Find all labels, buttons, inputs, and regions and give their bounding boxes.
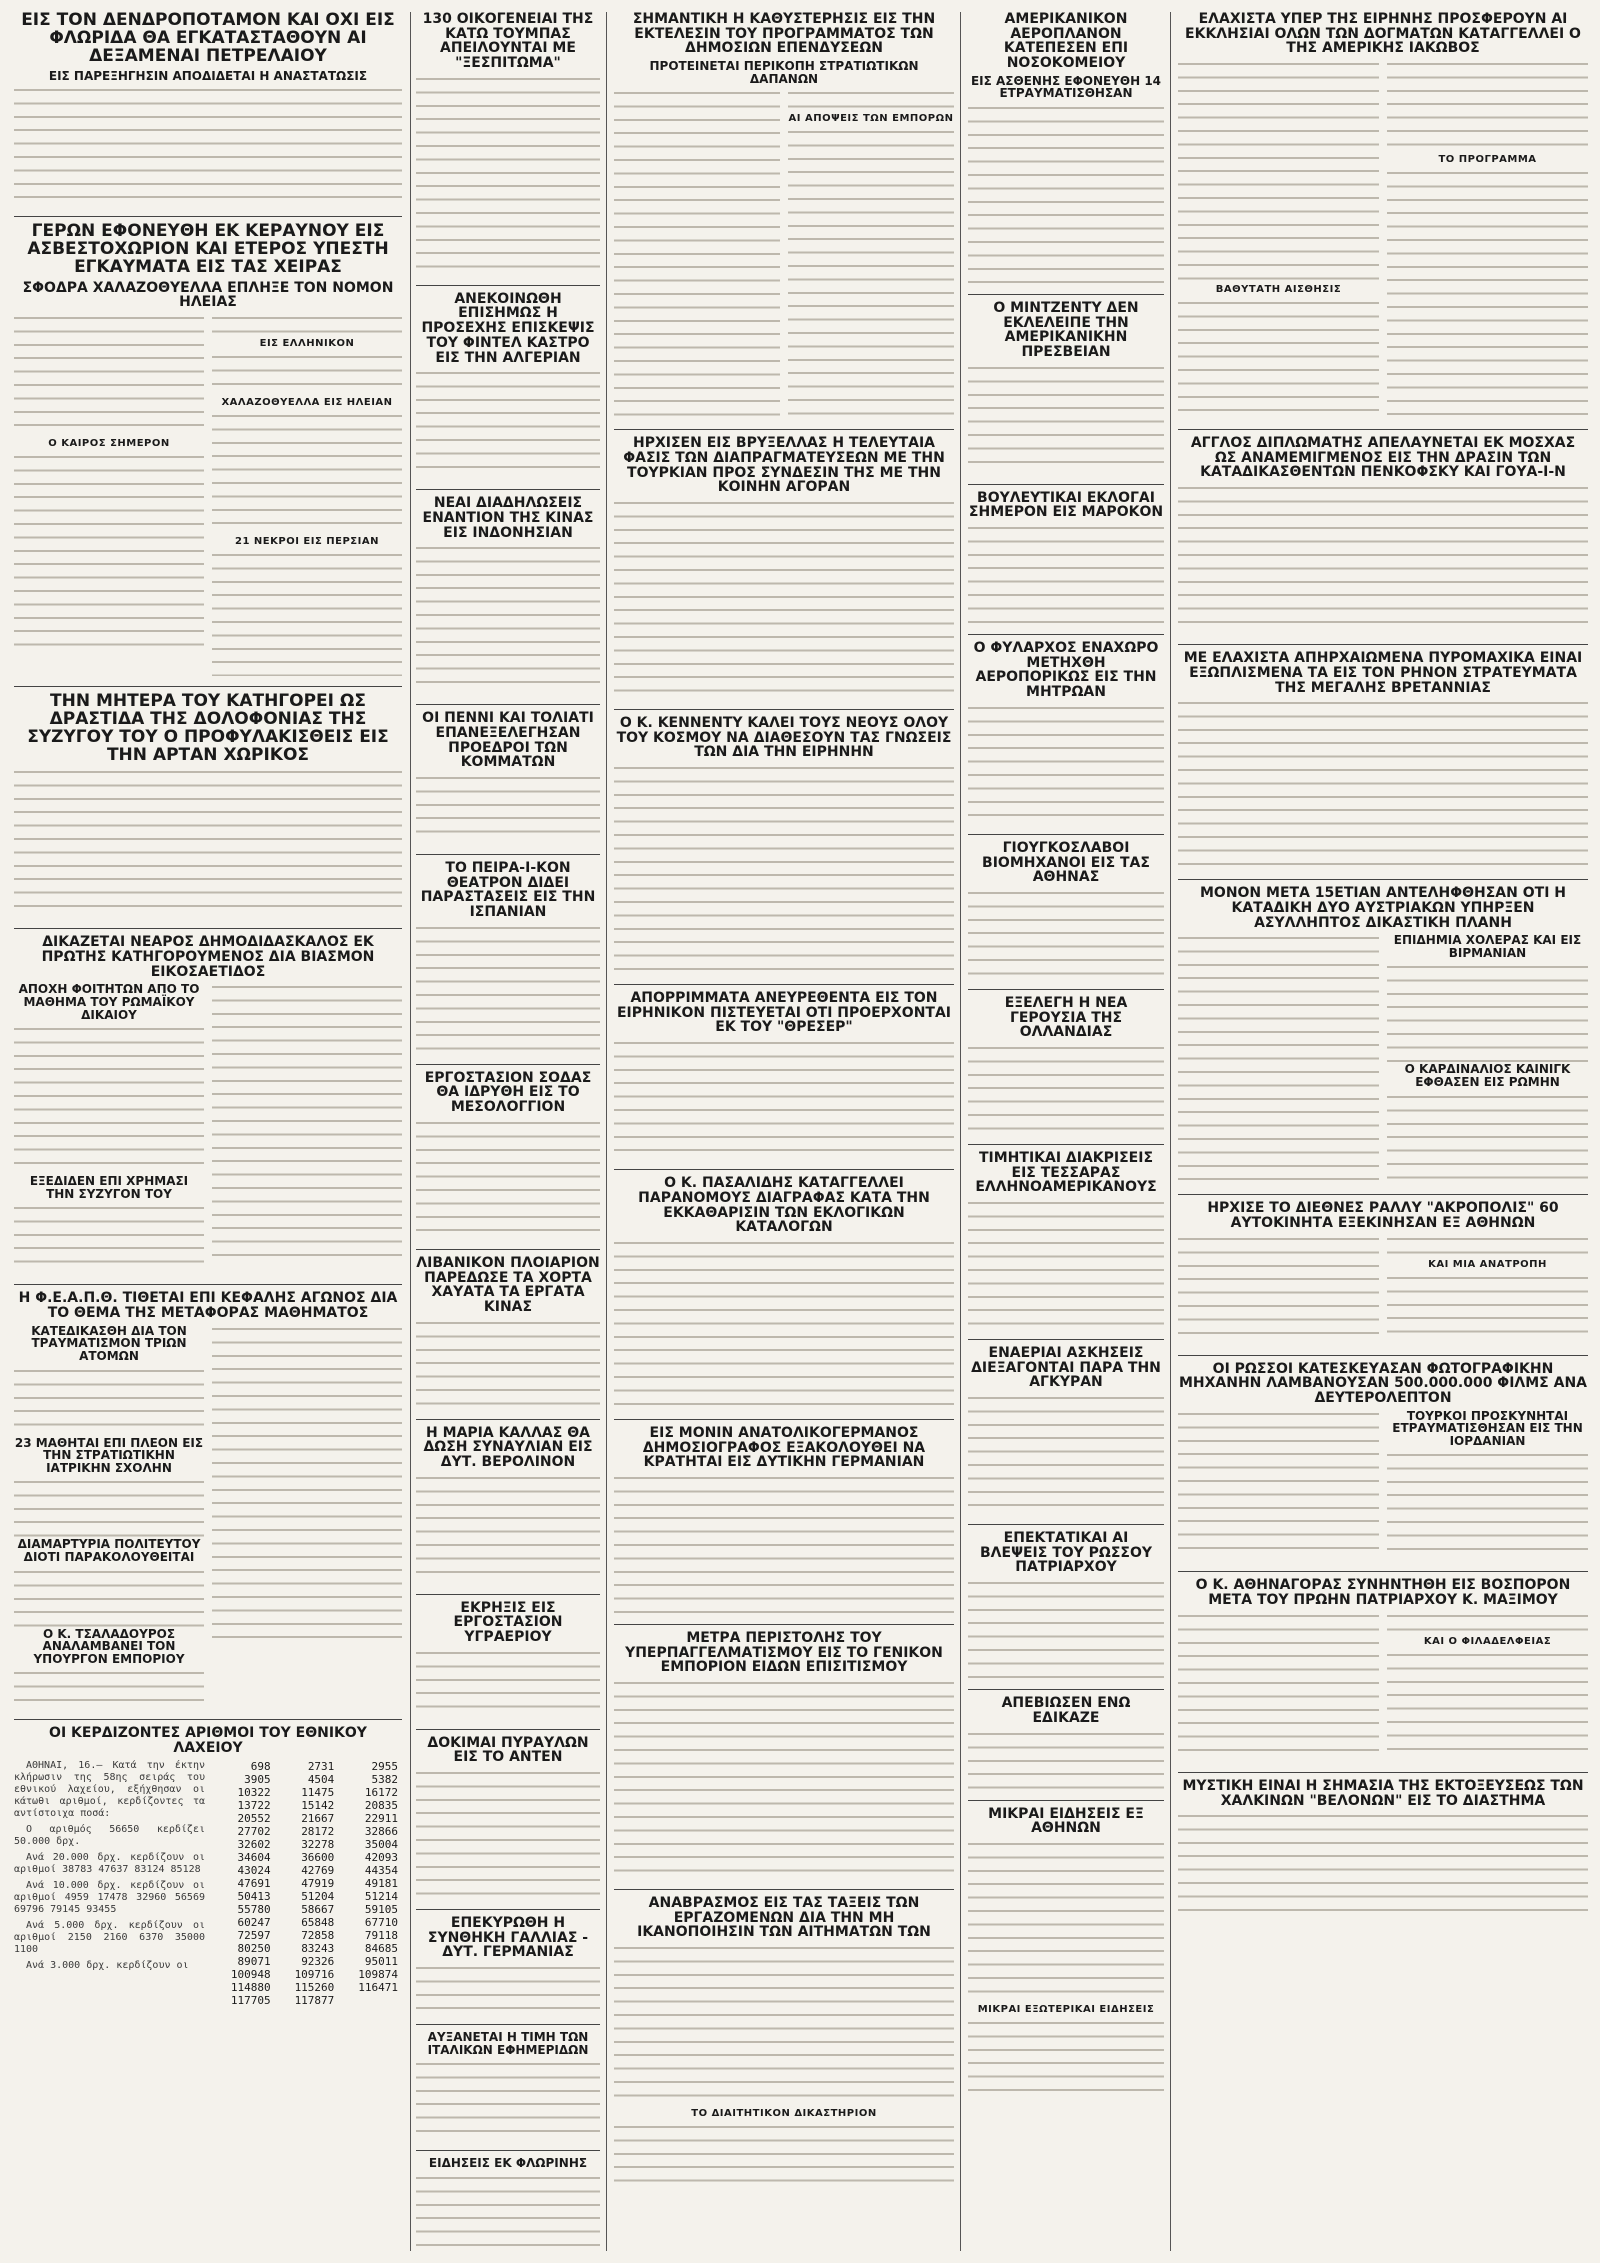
article-journalist <box>614 1426 954 1614</box>
article-italian-papers <box>416 2031 600 2140</box>
section-label: Ο ΚΑΙΡΟΣ ΣΗΜΕΡΟΝ <box>48 438 170 450</box>
headline: ΤΙΜΗΤΙΚΑΙ ΔΙΑΚΡΙΣΕΙΣ ΕΙΣ ΤΕΣΣΑΡΑΣ ΕΛΛΗΝΟΑΜΕΡΙΚΑΝΟΥΣ <box>975 1149 1157 1196</box>
subheadline: Ο ΚΑΡΔΙΝΑΛΙΟΣ ΚΑΙΝΙΓΚ ΕΦΘΑΣΕΝ ΕΙΣ ΡΩΜΗΝ <box>1404 1062 1571 1090</box>
lottery-row <box>211 1799 402 1812</box>
article-oil-tanks <box>14 12 402 206</box>
headline: ΗΡΧΙΣΕΝ ΕΙΣ ΒΡΥΞΕΛΛΑΣ Η ΤΕΛΕΥΤΑΙΑ ΦΑΣΙΣ ΤΩΝ ΔΙΑΠΡΑΓΜΑΤΕΥΣΕΩΝ ΜΕ ΤΗΝ ΤΟΥΡΚΙΑΝ ΠΡΟΣ ΣΥΝΔΕΣΙΝ ΤΗΣ ΜΕ ΤΗΝ ΚΟΙΝΗΝ ΑΓΟΡΑΝ <box>623 435 945 496</box>
section-label: ΚΑΙ ΜΙΑ ΑΝΑΤΡΟΠΗ <box>1428 1258 1547 1270</box>
headline: ΓΙΟΥΓΚΟΣΛΑΒΟΙ ΒΙΟΜΗΧΑΝΟΙ ΕΙΣ ΤΑΣ ΑΘΗΝΑΣ <box>982 839 1150 886</box>
lottery-number: 65848 <box>301 1915 335 1929</box>
lottery-number: 32866 <box>364 1824 398 1838</box>
lottery-number: 42093 <box>364 1850 398 1864</box>
headline: Ο ΦΥΛΑΡΧΟΣ ΕΝΑΧΩΡΟ ΜΕΤΗΧΘΗ ΑΕΡΟΠΟΡΙΚΩΣ ΕΙΣ ΤΗΝ ΜΗΤΡΩΑΝ <box>973 640 1159 701</box>
article-teacher-trial <box>14 935 402 1274</box>
headline: Η ΜΑΡΙΑ ΚΑΛΛΑΣ ΘΑ ΔΩΣΗ ΣΥΝΑΥΛΙΑΝ ΕΙΣ ΔΥΤ. ΒΕΡΟΛΙΝΟΝ <box>423 1424 593 1470</box>
article-air-exercises <box>968 1346 1164 1514</box>
article-patriarch <box>968 1531 1164 1679</box>
lottery-number: 16172 <box>364 1785 398 1799</box>
subheadline: ΕΙΣ ΑΣΘΕΝΗΣ ΕΦΟΝΕΥΘΗ 14 ΕΤΡΑΥΜΑΤΙΣΘΗΣΑΝ <box>970 73 1162 101</box>
section-label: ΕΙΣ ΕΛΛΗΝΙΚΟΝ <box>259 338 355 350</box>
lottery-row <box>211 1955 402 1968</box>
lottery-footer: Ανά 3.000 δρχ. κερδίζουν οι <box>26 1959 189 1971</box>
section-label: ΤΟ ΔΙΑΙΤΗΤΙΚΟΝ ΔΙΚΑΣΤΗΡΙΟΝ <box>691 2108 877 2120</box>
lottery-number: 116471 <box>358 1980 398 1994</box>
article-rhine <box>1178 651 1588 869</box>
article-honors <box>968 1151 1164 1329</box>
lottery-number: 79118 <box>364 1928 398 1942</box>
lottery-number: 35004 <box>364 1837 398 1851</box>
lottery-line: Ανά 10.000 δρχ. κερδίζουν οι αριθμοί 4959 17478 32960 56569 69796 79145 93455 <box>14 1879 205 1915</box>
section-label: 21 ΝΕΚΡΟΙ ΕΙΣ ΠΕΡΣΙΑΝ <box>235 536 379 548</box>
article-soda <box>416 1071 600 1239</box>
subheadline: ΠΡΟΤΕΙΝΕΤΑΙ ΠΕΡΙΚΟΠΗ ΣΤΡΑΤΙΩΤΙΚΩΝ ΔΑΠΑΝΩΝ <box>649 59 919 86</box>
article-castro <box>416 292 600 479</box>
lottery-number: 50413 <box>237 1889 271 1903</box>
headline: ΜΙΚΡΑΙ ΕΙΔΗΣΕΙΣ ΕΞ ΑΘΗΝΩΝ <box>988 1805 1144 1837</box>
lottery-number: 2955 <box>371 1759 398 1773</box>
lottery-number: 10322 <box>237 1785 271 1799</box>
article-lightning <box>14 223 402 676</box>
headline: ΕΛΑΧΙΣΤΑ ΥΠΕΡ ΤΗΣ ΕΙΡΗΝΗΣ ΠΡΟΣΦΕΡΟΥΝ ΑΙ ΕΚΚΛΗΣΙΑΙ ΟΛΩΝ ΤΩΝ ΔΟΓΜΑΤΩΝ ΚΑΤΑΓΓΕΛΛΕΙ Ο ΤΗΣ ΑΜΕΡΙΚΗΣ ΙΑΚΩΒΟΣ <box>1185 12 1581 57</box>
lottery-row <box>211 1825 402 1838</box>
article-treaty <box>416 1916 600 2014</box>
lottery-row <box>211 1864 402 1877</box>
lottery-number: 20835 <box>364 1798 398 1812</box>
headline: ΤΟ ΠΕΙΡΑ-Ι-ΚΟΝ ΘΕΑΤΡΟΝ ΔΙΔΕΙ ΠΑΡΑΣΤΑΣΕΙΣ ΕΙΣ ΤΗΝ ΙΣΠΑΝΙΑΝ <box>420 860 596 921</box>
lottery-number: 92326 <box>301 1954 335 1968</box>
headline: ΝΕΑΙ ΔΙΑΔΗΛΩΣΕΙΣ ΕΝΑΝΤΙΟΝ ΤΗΣ ΚΙΝΑΣ ΕΙΣ ΙΝΔΟΝΗΣΙΑΝ <box>422 495 594 541</box>
article-trade-measures <box>614 1631 954 1879</box>
headline: ΕΞΕΛΕΓΗ Η ΝΕΑ ΓΕΡΟΥΣΙΑ ΤΗΣ ΟΛΛΑΝΔΙΑΣ <box>1004 994 1128 1041</box>
lottery-row <box>211 1851 402 1864</box>
article-turkey-ec <box>614 436 954 699</box>
lottery-number: 83243 <box>301 1941 335 1955</box>
column-rule <box>606 12 607 2251</box>
lottery-number: 21667 <box>301 1811 335 1825</box>
article-callas <box>416 1426 600 1584</box>
article-soviet-camera <box>1178 1362 1588 1562</box>
headline: ΕΙΣ ΤΟΝ ΔΕΝΔΡΟΠΟΤΑΜΟΝ ΚΑΙ ΟΧΙ ΕΙΣ ΦΛΩΡΙΔΑ ΘΑ ΕΓΚΑΤΑΣΤΑΘΟΥΝ ΑΙ ΔΕΞΑΜΕΝΑΙ ΠΕΤΡΕΛΑΙΟΥ <box>21 12 395 66</box>
lottery-number: 42769 <box>301 1863 335 1877</box>
lottery-line: Ανά 5.000 δρχ. κερδίζουν οι αριθμοί 2150 2160 6370 35000 1100 <box>14 1919 205 1955</box>
article-nenni <box>416 711 600 844</box>
article-thresher <box>614 991 954 1159</box>
article-mindszenty <box>968 301 1164 474</box>
lottery-row <box>211 1760 402 1773</box>
section-label: ΒΑΘΥΤΑΤΗ ΑΙΣΘΗΣΙΣ <box>1215 284 1342 296</box>
column-rule <box>960 12 961 2251</box>
headline: ΒΟΥΛΕΥΤΙΚΑΙ ΕΚΛΟΓΑΙ ΣΗΜΕΡΟΝ ΕΙΣ ΜΑΡΟΚΟΝ <box>968 489 1164 521</box>
lottery-number: 15142 <box>301 1798 335 1812</box>
lottery-number: 34604 <box>237 1850 271 1864</box>
lottery-number: 55780 <box>237 1902 271 1916</box>
article-theatre <box>416 861 600 1054</box>
subheadline: ΕΙΣ ΠΑΡΕΞΗΓΗΣΙΝ ΑΠΟΔΙΔΕΤΑΙ Η ΑΝΑΣΤΑΤΩΣΙΣ <box>48 68 368 83</box>
article-toumpa <box>416 12 600 275</box>
headline: ΛΙΒΑΝΙΚΟΝ ΠΛΟΙΑΡΙΟΝ ΠΑΡΕΔΩΣΕ ΤΑ ΧΟΡΤΑ ΧΑΥΑΤΑ ΤΑ ΕΡΓΑΤΑ ΚΙΝΑΣ <box>416 1254 600 1315</box>
headline: ΕΙΔΗΣΕΙΣ ΕΚ ΦΛΩΡΙΝΗΣ <box>428 2156 588 2171</box>
headline: Η Φ.Ε.Α.Π.Θ. ΤΙΘΕΤΑΙ ΕΠΙ ΚΕΦΑΛΗΣ ΑΓΩΝΟΣ ΔΙΑ ΤΟ ΘΕΜΑ ΤΗΣ ΜΕΤΑΦΟΡΑΣ ΜΑΘΗΜΑΤΟΣ <box>18 1290 398 1322</box>
lottery-row <box>211 1903 402 1916</box>
lottery-number: 5382 <box>371 1772 398 1786</box>
headline: ΕΠΕΚΤΑΤΙΚΑΙ ΑΙ ΒΛΕΨΕΙΣ ΤΟΥ ΡΩΣΣΟΥ ΠΑΤΡΙΑΡΧΟΥ <box>980 1530 1152 1576</box>
headline: ΓΕΡΩΝ ΕΦΟΝΕΥΘΗ ΕΚ ΚΕΡΑΥΝΟΥ ΕΙΣ ΑΣΒΕΣΤΟΧΩΡΙΟΝ ΚΑΙ ΕΤΕΡΟΣ ΥΠΕΣΤΗ ΕΓΚΑΥΜΑΤΑ ΕΙΣ ΤΑΣ ΧΕΙΡΑΣ <box>27 221 389 277</box>
headline: ΕΙΣ ΜΟΝΙΝ ΑΝΑΤΟΛΙΚΟΓΕΡΜΑΝΟΣ ΔΗΜΟΣΙΟΓΡΑΦΟΣ ΕΞΑΚΟΛΟΥΘΕΙ ΝΑ ΚΡΑΤΗΤΑΙ ΕΙΣ ΔΥΤΙΚΗΝ ΓΕΡΜΑΝΙΑΝ <box>642 1424 926 1471</box>
headline: ΑΝΑΒΡΑΣΜΟΣ ΕΙΣ ΤΑΣ ΤΑΞΕΙΣ ΤΩΝ ΕΡΓΑΖΟΜΕΝΩΝ ΔΙΑ ΤΗΝ ΜΗ ΙΚΑΝΟΠΟΙΗΣΙΝ ΤΩΝ ΑΙΤΗΜΑΤΩΝ ΤΩΝ <box>637 1895 931 1941</box>
lottery-number: 32278 <box>301 1837 335 1851</box>
article-morocco <box>968 491 1164 624</box>
lottery-number: 43024 <box>237 1863 271 1877</box>
column-rule <box>1170 12 1171 2251</box>
lottery-number <box>338 1994 402 2007</box>
column-3 <box>614 12 954 2251</box>
lottery-intro: ΑΘΗΝΑΙ, 16.— Κατά την έκτην κλήρωσιν της 58ης σειράς του εθνικού λαχείου, εξήχθησαν οι κάτωθι αριθμοί, κερδίζοντες τα αντίστοιχα ποσά: <box>14 1759 205 1819</box>
headline: ΑΠΟΡΡΙΜΜΑΤΑ ΑΝΕΥΡΕΘΕΝΤΑ ΕΙΣ ΤΟΝ ΕΙΡΗΝΙΚΟΝ ΠΙΣΤΕΥΕΤΑΙ ΟΤΙ ΠΡΟΕΡΧΟΝΤΑΙ ΕΚ ΤΟΥ "ΘΡΕΣΕΡ" <box>616 990 952 1036</box>
headline: ΜΕΤΡΑ ΠΕΡΙΣΤΟΛΗΣ ΤΟΥ ΥΠΕΡΠΑΓΓΕΛΜΑΤΙΣΜΟΥ ΕΙΣ ΤΟ ΓΕΝΙΚΟΝ ΕΜΠΟΡΙΟΝ ΕΙΔΩΝ ΕΠΙΣΙΤΙΣΜΟΥ <box>625 1629 943 1676</box>
lottery-number: 109874 <box>358 1967 398 1981</box>
section-label: ΚΑΙ Ο ΦΙΛΑΔΕΛΦΕΙΑΣ <box>1423 1635 1552 1647</box>
article-lebanese-ship <box>416 1256 600 1409</box>
subheadline: ΑΠΟΧΗ ΦΟΙΤΗΤΩΝ ΑΠΟ ΤΟ ΜΑΘΗΜΑ ΤΟΥ ΡΩΜΑΪΚΟΥ ΔΙΚΑΙΟΥ <box>18 982 200 1022</box>
lottery-number: 49181 <box>364 1876 398 1890</box>
headline: ΕΝΑΕΡΙΑΙ ΑΣΚΗΣΕΙΣ ΔΙΕΞΑΓΟΝΤΑΙ ΠΑΡΑ ΤΗΝ ΑΓΚΥΡΑΝ <box>971 1345 1161 1391</box>
headline: ΑΠΕΒΙΩΣΕΝ ΕΝΩ ΕΔΙΚΑΖΕ <box>1001 1695 1131 1726</box>
headline: ΟΙ ΚΕΡΔΙΖΟΝΤΕΣ ΑΡΙΘΜΟΙ ΤΟΥ ΕΘΝΙΚΟΥ ΛΑΧΕΙΟΥ <box>49 1725 367 1757</box>
lottery-number: 28172 <box>301 1824 335 1838</box>
lottery-number: 4504 <box>307 1772 335 1786</box>
article-austrians <box>1178 886 1588 1184</box>
subheadline: ΚΑΤΕΔΙΚΑΣΘΗ ΔΙΑ ΤΟΝ ΤΡΑΥΜΑΤΙΣΜΟΝ ΤΡΙΩΝ ΑΤΟΜΩΝ <box>31 1323 187 1363</box>
column-rule <box>410 12 411 2251</box>
article-dutch-senate <box>968 996 1164 1134</box>
article-pasalidis <box>614 1176 954 1409</box>
lottery-number: 2731 <box>307 1759 335 1773</box>
lottery-number: 109716 <box>294 1967 335 1981</box>
lottery-number: 13722 <box>237 1798 271 1812</box>
lottery-number: 11475 <box>301 1785 335 1799</box>
lottery-number: 22911 <box>364 1811 398 1825</box>
article-short-news <box>968 1807 1164 2099</box>
headline: ΣΗΜΑΝΤΙΚΗ Η ΚΑΘΥΣΤΕΡΗΣΙΣ ΕΙΣ ΤΗΝ ΕΚΤΕΛΕΣΙΝ ΤΟΥ ΠΡΟΓΡΑΜΜΑΤΟΣ ΤΩΝ ΔΗΜΟΣΙΩΝ ΕΠΕΝΔΥΣΕΩΝ <box>632 12 936 57</box>
subheadline: ΕΞΕΔΙΔΕΝ ΕΠΙ ΧΡΗΜΑΣΙ ΤΗΝ ΣΥΖΥΓΟΝ ΤΟΥ <box>29 1174 189 1201</box>
headline: ΤΗΝ ΜΗΤΕΡΑ ΤΟΥ ΚΑΤΗΓΟΡΕΙ ΩΣ ΔΡΑΣΤΙΔΑ ΤΗΣ ΔΟΛΟΦΟΝΙΑΣ ΤΗΣ ΣΥΖΥΓΟΥ ΤΟΥ Ο ΠΡΟΦΥΛΑΚΙΣΘΕΙΣ ΕΙΣ ΤΗΝ ΑΡΤΑΝ ΧΩΡΙΚΟΣ <box>27 691 389 765</box>
lottery-row <box>211 1838 402 1851</box>
article-plane-hospital <box>968 12 1164 284</box>
subheadline: ΣΦΟΔΡΑ ΧΑΛΑΖΟΘΥΕΛΛΑ ΕΠΛΗΞΕ ΤΟΝ ΝΟΜΟΝ ΗΛΕΙΑΣ <box>22 279 394 311</box>
headline: Ο Κ. ΠΑΣΑΛΙΔΗΣ ΚΑΤΑΓΓΕΛΛΕΙ ΠΑΡΑΝΟΜΟΥΣ ΔΙΑΓΡΑΦΑΣ ΚΑΤΑ ΤΗΝ ΕΚΚΑΘΑΡΙΣΙΝ ΤΩΝ ΕΚΛΟΓΙΚΩΝ ΚΑΤΑΛΟΓΩΝ <box>638 1175 930 1236</box>
section-label: ΤΟ ΠΡΟΓΡΑΜΜΑ <box>1438 154 1537 166</box>
headline: ΕΠΕΚΥΡΩΘΗ Η ΣΥΝΘΗΚΗ ΓΑΛΛΙΑΣ - ΔΥΤ. ΓΕΡΜΑΝΙΑΣ <box>427 1915 589 1961</box>
headline: ΟΙ ΡΩΣΣΟΙ ΚΑΤΕΣΚΕΥΑΣΑΝ ΦΩΤΟΓΡΑΦΙΚΗΝ ΜΗΧΑΝΗΝ ΛΑΜΒΑΝΟΥΣΑΝ 500.000.000 ΦΙΛΜΣ ΑΝΑ ΔΕΥΤΕΡΟΛΕΠΤΟΝ <box>1178 1360 1588 1406</box>
section-label: ΑΙ ΑΠΟΨΕΙΣ ΤΩΝ ΕΜΠΟΡΩΝ <box>788 113 954 125</box>
lottery-number: 72597 <box>237 1928 271 1942</box>
article-lottery <box>14 1726 402 2006</box>
article-diplomat <box>1178 436 1588 634</box>
article-needles <box>1178 1779 1588 1912</box>
lottery-number: 20552 <box>237 1811 271 1825</box>
article-workers <box>614 1896 954 2193</box>
lottery-numbers-table <box>211 1760 402 2007</box>
lottery-row <box>211 1877 402 1890</box>
headline: ΟΙ ΠΕΝΝΙ ΚΑΙ ΤΟΛΙΑΤΙ ΕΠΑΝΕΞΕΛΕΓΗΣΑΝ ΠΡΟΕΔΡΟΙ ΤΩΝ ΚΟΜΜΑΤΩΝ <box>422 710 594 771</box>
headline: ΔΙΚΑΖΕΤΑΙ ΝΕΑΡΟΣ ΔΗΜΟΔΙΔΑΣΚΑΛΟΣ ΕΚ ΠΡΩΤΗΣ ΚΑΤΗΓΟΡΟΥΜΕΝΟΣ ΔΙΑ ΒΙΑΣΜΟΝ ΕΙΚΟΣΑΕΤΙΔΟΣ <box>41 934 375 980</box>
lottery-number: 59105 <box>364 1902 398 1916</box>
lottery-number: 47691 <box>237 1876 271 1890</box>
headline: ΔΟΚΙΜΑΙ ΠΥΡΑΥΛΩΝ ΕΙΣ ΤΟ ΑΝΤΕΝ <box>427 1734 589 1766</box>
lottery-row <box>211 1929 402 1942</box>
lottery-number: 3905 <box>244 1772 271 1786</box>
lottery-row <box>211 1916 402 1929</box>
article-chieftain <box>968 641 1164 824</box>
lottery-row <box>211 1981 402 1994</box>
lottery-number: 47919 <box>301 1876 335 1890</box>
headline: ΜΟΝΟΝ ΜΕΤΑ 15ΕΤΙΑΝ ΑΝΤΕΛΗΦΘΗΣΑΝ ΟΤΙ Η ΚΑΤΑΔΙΚΗ ΔΥΟ ΑΥΣΤΡΙΑΚΩΝ ΥΠΗΡΞΕΝ ΑΣΥΛΛΗΠΤΟΣ ΔΙΚΑΣΤΙΚΗ ΠΛΑΝΗ <box>1199 885 1566 931</box>
lottery-number: 117877 <box>294 1993 335 2007</box>
headline: ΑΥΞΑΝΕΤΑΙ Η ΤΙΜΗ ΤΩΝ ΙΤΑΛΙΚΩΝ ΕΦΗΜΕΡΙΔΩΝ <box>427 2030 589 2057</box>
lottery-number: 44354 <box>364 1863 398 1877</box>
article-investments <box>614 12 954 419</box>
headline: ΑΜΕΡΙΚΑΝΙΚΟΝ ΑΕΡΟΠΛΑΝΟΝ ΚΑΤΕΠΕΣΕΝ ΕΠΙ ΝΟΣΟΚΟΜΕΙΟΥ <box>1003 12 1129 72</box>
headline: Ο ΜΙΝΤΖΕΝΤΥ ΔΕΝ ΕΚΛΕΛΕΙΠΕ ΤΗΝ ΑΜΕΡΙΚΑΝΙΚΗΝ ΠΡΕΣΒΕΙΑΝ <box>993 299 1139 360</box>
article-rockets <box>416 1736 600 1899</box>
lottery-row <box>211 1890 402 1903</box>
lottery-number: 114880 <box>230 1980 271 1994</box>
lottery-number: 80250 <box>237 1941 271 1955</box>
headline: Ο Κ. ΑΘΗΝΑΓΟΡΑΣ ΣΥΝΗΝΤΗΘΗ ΕΙΣ ΒΟΣΠΟΡΟΝ ΜΕΤΑ ΤΟΥ ΠΡΩΗΝ ΠΑΤΡΙΑΡΧΟΥ Κ. ΜΑΞΙΜΟΥ <box>1195 1577 1571 1609</box>
text-block <box>14 86 402 206</box>
subheadline: ΕΠΙΔΗΜΙΑ ΧΟΛΕΡΑΣ ΚΑΙ ΕΙΣ ΒΙΡΜΑΝΙΑΝ <box>1393 933 1582 960</box>
article-florina <box>416 2157 600 2251</box>
lottery-number: 51204 <box>301 1889 335 1903</box>
lottery-row <box>211 1773 402 1786</box>
article-indonesia <box>416 496 600 694</box>
lottery-number: 36600 <box>301 1850 335 1864</box>
lottery-number: 698 <box>250 1759 271 1773</box>
headline: Ο Κ. ΚΕΝΝΕΝΤΥ ΚΑΛΕΙ ΤΟΥΣ ΝΕΟΥΣ ΟΛΟΥ ΤΟΥ ΚΟΣΜΟΥ ΝΑ ΔΙΑΘΕΣΟΥΝ ΤΑΣ ΓΝΩΣΕΙΣ ΤΩΝ ΔΙΑ ΤΗΝ ΕΙΡΗΝΗΝ <box>616 715 952 761</box>
lottery-row <box>211 1786 402 1799</box>
headline: 130 ΟΙΚΟΓΕΝΕΙΑΙ ΤΗΣ ΚΑΤΩ ΤΟΥΜΠΑΣ ΑΠΕΙΛΟΥΝΤΑΙ ΜΕ "ΞΕΣΠΙΤΩΜΑ" <box>422 12 594 72</box>
subheadline: Ο Κ. ΤΣΑΛΑΔΟΥΡΟΣ ΑΝΑΛΑΜΒΑΝΕΙ ΤΟΝ ΥΠΟΥΡΓΟΝ ΕΜΠΟΡΙΟΥ <box>33 1626 185 1666</box>
headline: ΕΡΓΟΣΤΑΣΙΟΝ ΣΟΔΑΣ ΘΑ ΙΔΡΥΘΗ ΕΙΣ ΤΟ ΜΕΣΟΛΟΓΓΙΟΝ <box>424 1069 592 1116</box>
subheadline: ΤΟΥΡΚΟΙ ΠΡΟΣΚΥΝΗΤΑΙ ΕΤΡΑΥΜΑΤΙΣΘΗΣΑΝ ΕΙΣ ΤΗΝ ΙΟΡΔΑΝΙΑΝ <box>1392 1408 1583 1448</box>
lottery-number: 89071 <box>237 1954 271 1968</box>
article-feapth <box>14 1291 402 1709</box>
subheadline: 23 ΜΑΘΗΤΑΙ ΕΠΙ ΠΛΕΟΝ ΕΙΣ ΤΗΝ ΣΤΡΑΤΙΩΤΙΚΗΝ ΙΑΤΡΙΚΗΝ ΣΧΟΛΗΝ <box>14 1435 204 1475</box>
article-rally <box>1178 1201 1588 1344</box>
lottery-number: 95011 <box>364 1954 398 1968</box>
lottery-row <box>211 1812 402 1825</box>
column-4 <box>968 12 1164 2251</box>
lottery-number: 72858 <box>301 1928 335 1942</box>
article-iakovos <box>1178 12 1588 419</box>
lottery-line: Ο αριθμός 56650 κερδίζει 50.000 δρχ. <box>14 1823 205 1847</box>
lottery-number: 58667 <box>301 1902 335 1916</box>
lottery-number: 51214 <box>364 1889 398 1903</box>
article-mother-accused <box>14 693 402 918</box>
headline: ΕΚΡΗΞΙΣ ΕΙΣ ΕΡΓΟΣΤΑΣΙΟΝ ΥΓΡΑΕΡΙΟΥ <box>453 1599 563 1645</box>
lottery-number: 115260 <box>294 1980 335 1994</box>
lottery-number: 27702 <box>237 1824 271 1838</box>
headline: ΜΕ ΕΛΑΧΙΣΤΑ ΑΠΗΡΧΑΙΩΜΕΝΑ ΠΥΡΟΜΑΧΙΚΑ ΕΙΝΑΙ ΕΞΩΠΛΙΣΜΕΝΑ ΤΑ ΕΙΣ ΤΟΝ ΡΗΝΟΝ ΣΤΡΑΤΕΥΜΑΤΑ ΤΗΣ ΜΕΓΑΛΗΣ ΒΡΕΤΑΝΝΙΑΣ <box>1183 650 1583 696</box>
column-2 <box>416 12 600 2251</box>
lottery-number: 60247 <box>237 1915 271 1929</box>
headline: ΜΥΣΤΙΚΗ ΕΙΝΑΙ Η ΣΗΜΑΣΙΑ ΤΗΣ ΕΚΤΟΞΕΥΣΕΩΣ ΤΩΝ ΧΑΛΚΙΝΩΝ "ΒΕΛΟΝΩΝ" ΕΙΣ ΤΟ ΔΙΑΣΤΗΜΑ <box>1182 1777 1584 1809</box>
subheadline: ΔΙΑΜΑΡΤΥΡΙΑ ΠΟΛΙΤΕΥΤΟΥ ΔΙΟΤΙ ΠΑΡΑΚΟΛΟΥΘΕΙΤΑΙ <box>17 1537 201 1564</box>
section-label: ΧΑΛΑΖΟΘΥΕΛΛΑ ΕΙΣ ΗΛΕΙΑΝ <box>221 397 393 409</box>
headline: ΑΓΓΛΟΣ ΔΙΠΛΩΜΑΤΗΣ ΑΠΕΛΑΥΝΕΤΑΙ ΕΚ ΜΟΣΧΑΣ ΩΣ ΑΝΑΜΕΜΙΓΜΕΝΟΣ ΕΙΣ ΤΗΝ ΔΡΑΣΙΝ ΤΩΝ ΚΑΤΑΔΙΚΑΣΘΕΝΤΩΝ ΠΕΝΚΟΦΣΚΥ ΚΑΙ ΓΟΥΑ-Ι-Ν <box>1190 435 1576 481</box>
headline: ΑΝΕΚΟΙΝΩΘΗ ΕΠΙΣΗΜΩΣ Η ΠΡΟΣΕΧΗΣ ΕΠΙΣΚΕΨΙΣ ΤΟΥ ΦΙΝΤΕΛ ΚΑΣΤΡΟ ΕΙΣ ΤΗΝ ΑΛΓΕΡΙΑΝ <box>421 290 595 366</box>
article-died-judging <box>968 1696 1164 1789</box>
lottery-row <box>211 1968 402 1981</box>
column-5 <box>1178 12 1588 2251</box>
article-explosion <box>416 1601 600 1719</box>
lottery-number: 100948 <box>230 1967 271 1981</box>
lottery-line: Ανά 20.000 δρχ. κερδίζουν οι αριθμοί 38783 47637 83124 85128 <box>14 1851 205 1875</box>
section-label: ΜΙΚΡΑΙ ΕΞΩΤΕΡΙΚΑΙ ΕΙΔΗΣΕΙΣ <box>977 2003 1155 2015</box>
lottery-row <box>211 1942 402 1955</box>
lottery-number: 67710 <box>364 1915 398 1929</box>
lottery-row <box>211 1994 402 2007</box>
column-1 <box>14 12 402 2251</box>
lottery-number: 117705 <box>230 1993 271 2007</box>
lottery-number: 32602 <box>237 1837 271 1851</box>
headline: ΗΡΧΙΣΕ ΤΟ ΔΙΕΘΝΕΣ ΡΑΛΛΥ "ΑΚΡΟΠΟΛΙΣ" 60 ΑΥΤΟΚΙΝΗΤΑ ΕΞΕΚΙΝΗΣΑΝ ΕΞ ΑΘΗΝΩΝ <box>1207 1200 1559 1231</box>
article-kennedy <box>614 716 954 974</box>
article-athenagoras <box>1178 1578 1588 1761</box>
article-yugoslav <box>968 841 1164 979</box>
lottery-number: 84685 <box>364 1941 398 1955</box>
